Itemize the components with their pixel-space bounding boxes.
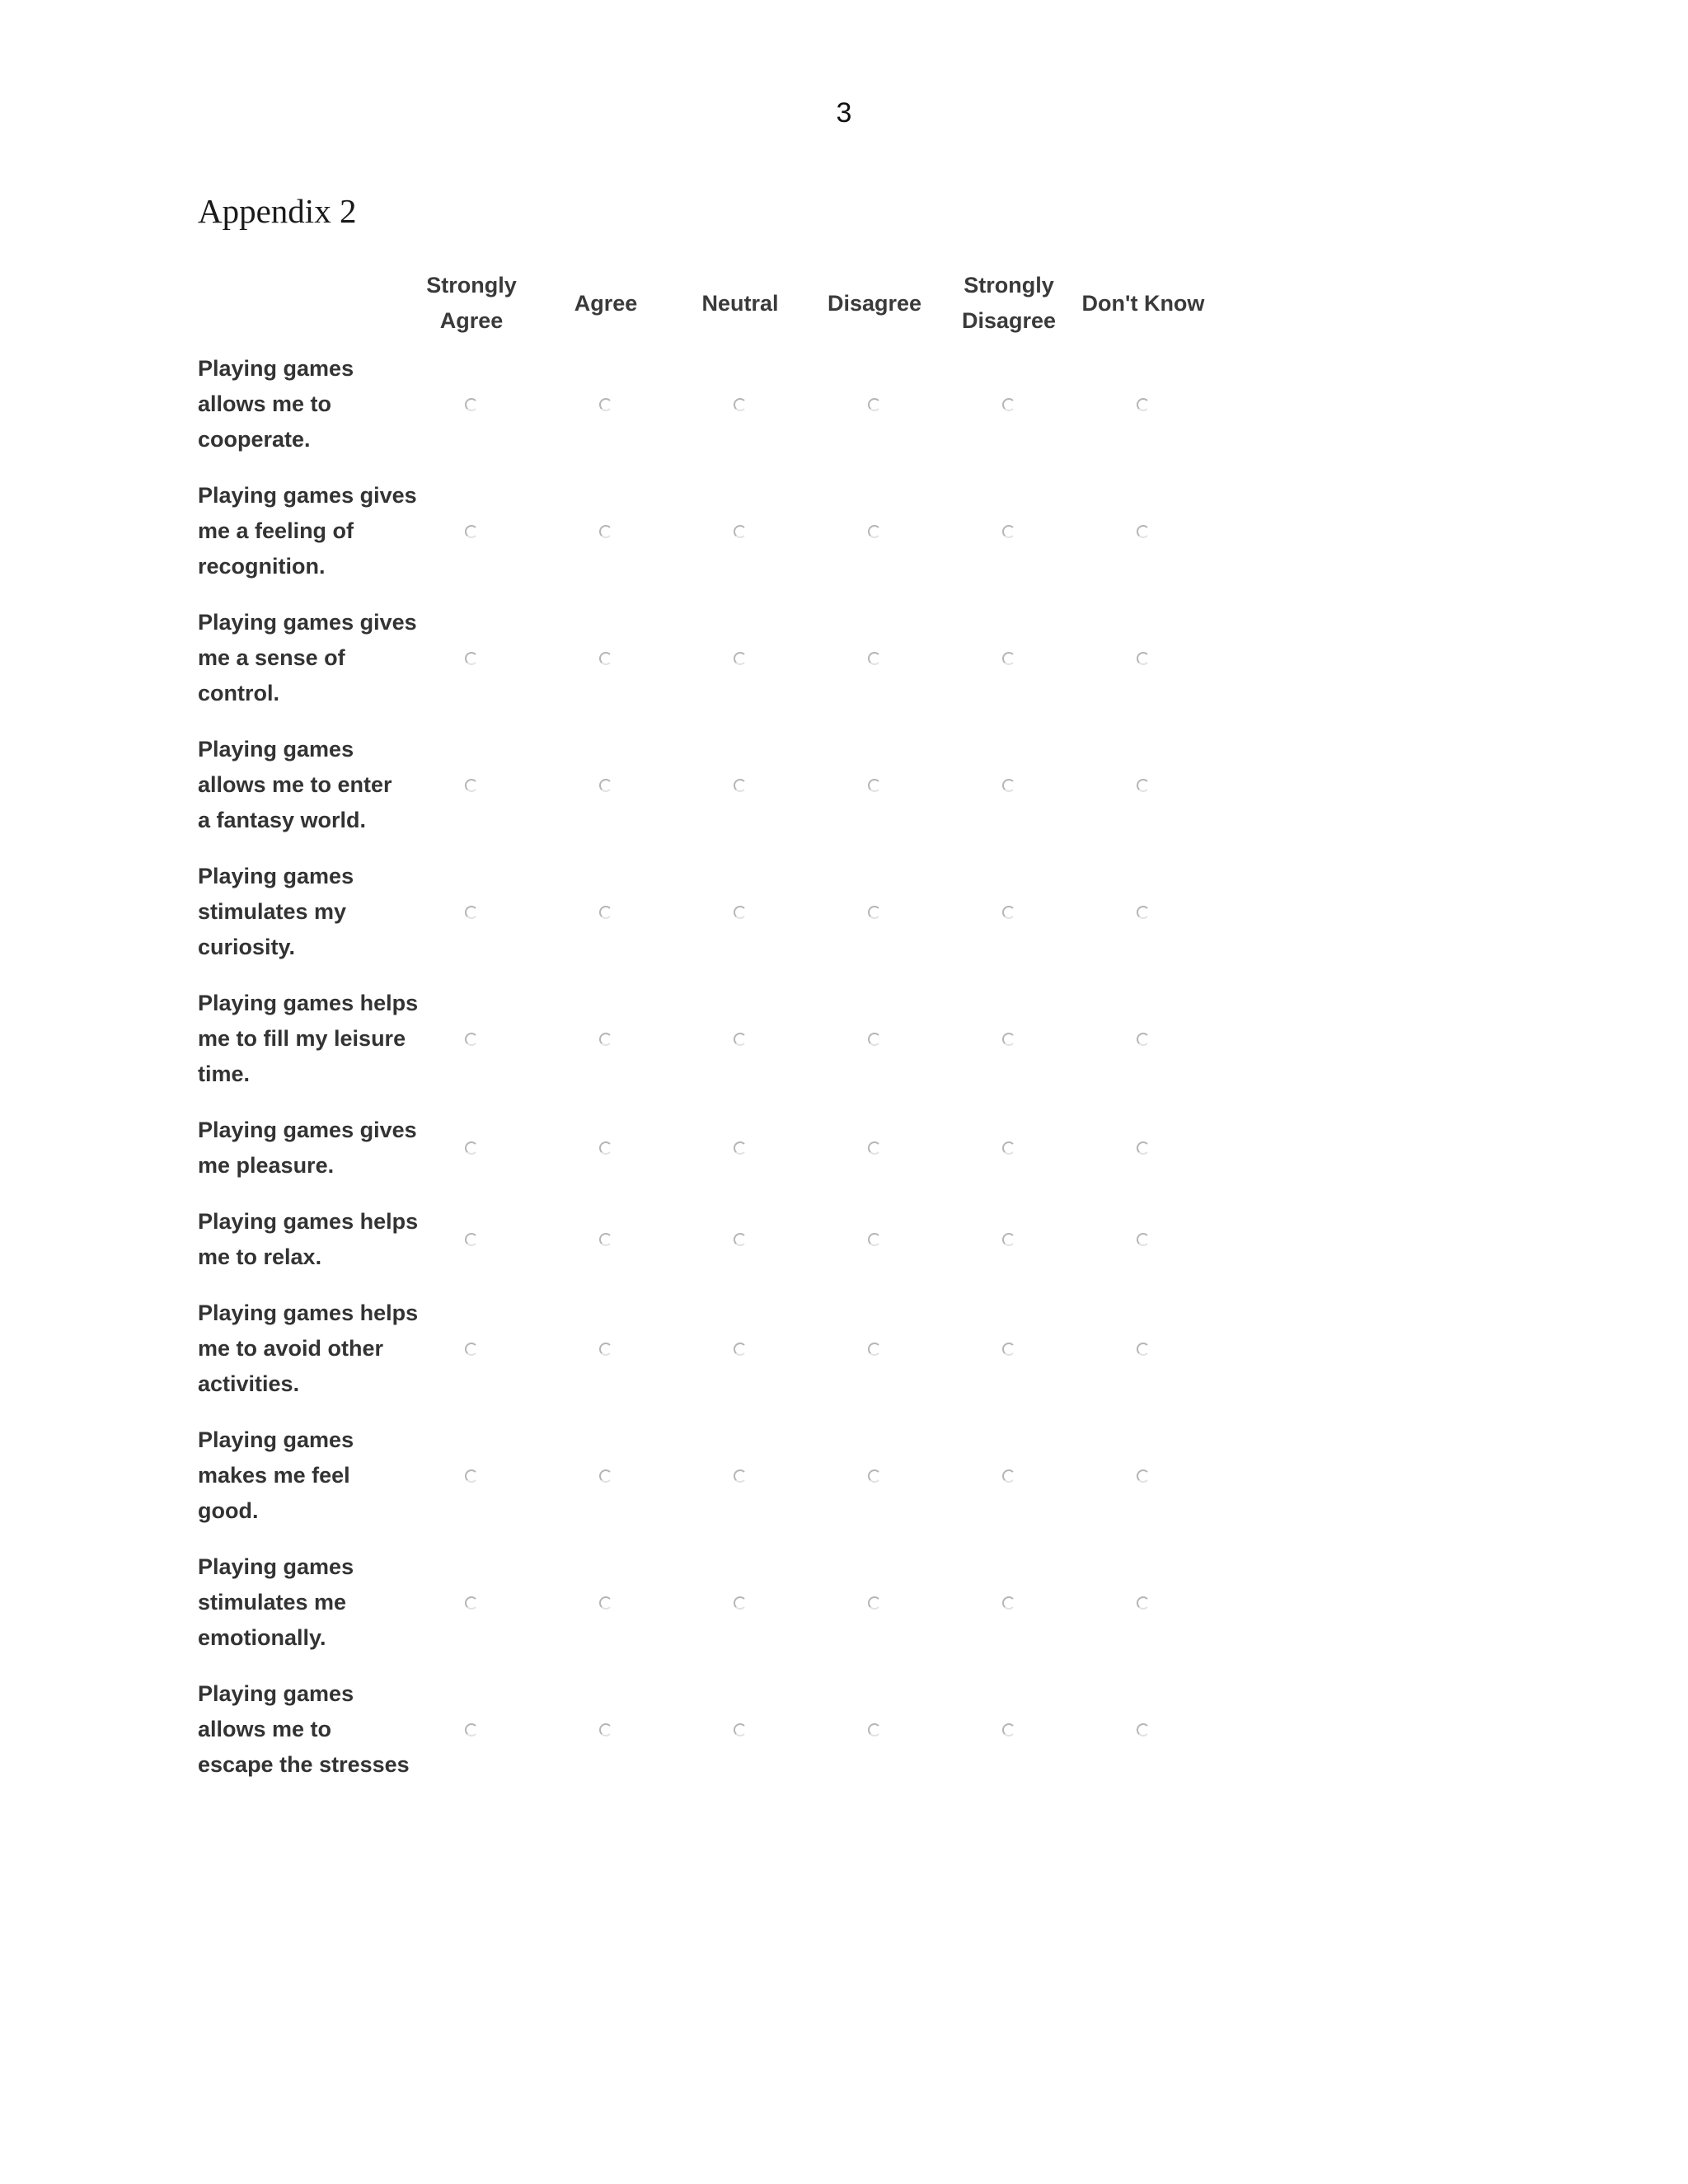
column-header-neutral: Neutral [701, 290, 779, 316]
radio-dont-know[interactable] [1137, 1723, 1150, 1736]
radio-disagree[interactable] [868, 906, 881, 919]
column-header-strongly-disagree: Strongly Disagree [961, 273, 1057, 333]
radio-neutral[interactable] [734, 1469, 747, 1483]
question-label: Playing games helps me to avoid other activities. [198, 1301, 419, 1396]
radio-strongly-agree[interactable] [465, 1596, 478, 1610]
radio-disagree[interactable] [868, 1343, 881, 1356]
question-row [198, 732, 1269, 838]
question-row [198, 351, 1269, 457]
radio-strongly-agree[interactable] [465, 906, 478, 919]
radio-neutral[interactable] [734, 779, 747, 792]
radio-agree[interactable] [599, 779, 612, 792]
radio-dont-know[interactable] [1137, 779, 1150, 792]
radio-neutral[interactable] [734, 1596, 747, 1610]
radio-dont-know[interactable] [1137, 1033, 1150, 1046]
radio-neutral[interactable] [734, 652, 747, 665]
question-row [198, 1422, 1269, 1529]
question-label: Playing games helps me to relax. [198, 1209, 419, 1269]
radio-dont-know[interactable] [1137, 1469, 1150, 1483]
radio-agree[interactable] [599, 1723, 612, 1736]
radio-strongly-disagree[interactable] [1002, 398, 1015, 411]
radio-agree[interactable] [599, 1141, 612, 1155]
radio-strongly-disagree[interactable] [1002, 1033, 1015, 1046]
radio-strongly-disagree[interactable] [1002, 1343, 1015, 1356]
radio-strongly-agree[interactable] [465, 1469, 478, 1483]
radio-agree[interactable] [599, 1033, 612, 1046]
radio-strongly-disagree[interactable] [1002, 906, 1015, 919]
radio-strongly-agree[interactable] [465, 525, 478, 538]
question-row [198, 1549, 1269, 1656]
radio-neutral[interactable] [734, 1233, 747, 1246]
radio-neutral[interactable] [734, 1033, 747, 1046]
radio-strongly-agree[interactable] [465, 779, 478, 792]
radio-disagree[interactable] [868, 1141, 881, 1155]
radio-dont-know[interactable] [1137, 906, 1150, 919]
question-row [198, 1204, 1269, 1275]
radio-agree[interactable] [599, 1596, 612, 1610]
question-row [198, 1676, 1269, 1783]
column-header-agree: Agree [574, 290, 638, 316]
column-header-strongly-agree: Strongly Agree [426, 273, 517, 333]
question-label: Playing games gives me pleasure. [198, 1118, 417, 1178]
question-row [198, 859, 1269, 965]
question-row [198, 478, 1269, 584]
question-label: Playing games stimulates my curiosity. [198, 864, 354, 959]
radio-dont-know[interactable] [1137, 652, 1150, 665]
radio-strongly-agree[interactable] [465, 1343, 478, 1356]
radio-strongly-disagree[interactable] [1002, 1723, 1015, 1736]
radio-dont-know[interactable] [1137, 398, 1150, 411]
question-row [198, 1296, 1269, 1402]
column-header-dont-know: Don't Know [1081, 290, 1205, 316]
radio-strongly-agree[interactable] [465, 1033, 478, 1046]
radio-dont-know[interactable] [1137, 1596, 1150, 1610]
question-label: Playing games makes me feel good. [198, 1427, 354, 1523]
radio-disagree[interactable] [868, 652, 881, 665]
radio-neutral[interactable] [734, 525, 747, 538]
column-header-disagree: Disagree [827, 290, 922, 316]
survey-matrix [198, 262, 1269, 1777]
radio-neutral[interactable] [734, 1723, 747, 1736]
radio-strongly-disagree[interactable] [1002, 652, 1015, 665]
radio-disagree[interactable] [868, 525, 881, 538]
radio-neutral[interactable] [734, 1343, 747, 1356]
radio-strongly-agree[interactable] [465, 1233, 478, 1246]
radio-strongly-disagree[interactable] [1002, 1596, 1015, 1610]
radio-strongly-agree[interactable] [465, 1723, 478, 1736]
radio-dont-know[interactable] [1137, 1141, 1150, 1155]
radio-dont-know[interactable] [1137, 525, 1150, 538]
radio-disagree[interactable] [868, 1469, 881, 1483]
radio-strongly-disagree[interactable] [1002, 779, 1015, 792]
radio-strongly-agree[interactable] [465, 398, 478, 411]
radio-disagree[interactable] [868, 1723, 881, 1736]
radio-neutral[interactable] [734, 398, 747, 411]
radio-neutral[interactable] [734, 906, 747, 919]
radio-agree[interactable] [599, 1233, 612, 1246]
question-label: Playing games allows me to enter a fantasy world. [198, 737, 392, 832]
radio-neutral[interactable] [734, 1141, 747, 1155]
question-row [198, 605, 1269, 711]
radio-agree[interactable] [599, 906, 612, 919]
question-label: Playing games allows me to cooperate. [198, 356, 354, 452]
radio-strongly-disagree[interactable] [1002, 1141, 1015, 1155]
radio-agree[interactable] [599, 1469, 612, 1483]
radio-dont-know[interactable] [1137, 1343, 1150, 1356]
radio-strongly-agree[interactable] [465, 652, 478, 665]
radio-disagree[interactable] [868, 1033, 881, 1046]
radio-agree[interactable] [599, 652, 612, 665]
radio-disagree[interactable] [868, 398, 881, 411]
radio-agree[interactable] [599, 398, 612, 411]
question-label: Playing games allows me to escape the stresses [198, 1681, 410, 1777]
radio-strongly-disagree[interactable] [1002, 525, 1015, 538]
radio-strongly-disagree[interactable] [1002, 1233, 1015, 1246]
page-number: 3 [836, 97, 852, 129]
radio-agree[interactable] [599, 525, 612, 538]
question-label: Playing games gives me a sense of control. [198, 610, 417, 705]
question-label: Playing games gives me a feeling of recognition. [198, 483, 417, 579]
radio-disagree[interactable] [868, 1596, 881, 1610]
radio-strongly-disagree[interactable] [1002, 1469, 1015, 1483]
question-label: Playing games stimulates me emotionally. [198, 1554, 354, 1650]
question-label: Playing games helps me to fill my leisure time. [198, 991, 419, 1086]
question-row [198, 986, 1269, 1092]
radio-dont-know[interactable] [1137, 1233, 1150, 1246]
header-row [198, 262, 1269, 344]
radio-strongly-agree[interactable] [465, 1141, 478, 1155]
radio-disagree[interactable] [868, 779, 881, 792]
question-row [198, 1113, 1269, 1183]
appendix-title: Appendix 2 [198, 192, 357, 230]
radio-disagree[interactable] [868, 1233, 881, 1246]
radio-agree[interactable] [599, 1343, 612, 1356]
